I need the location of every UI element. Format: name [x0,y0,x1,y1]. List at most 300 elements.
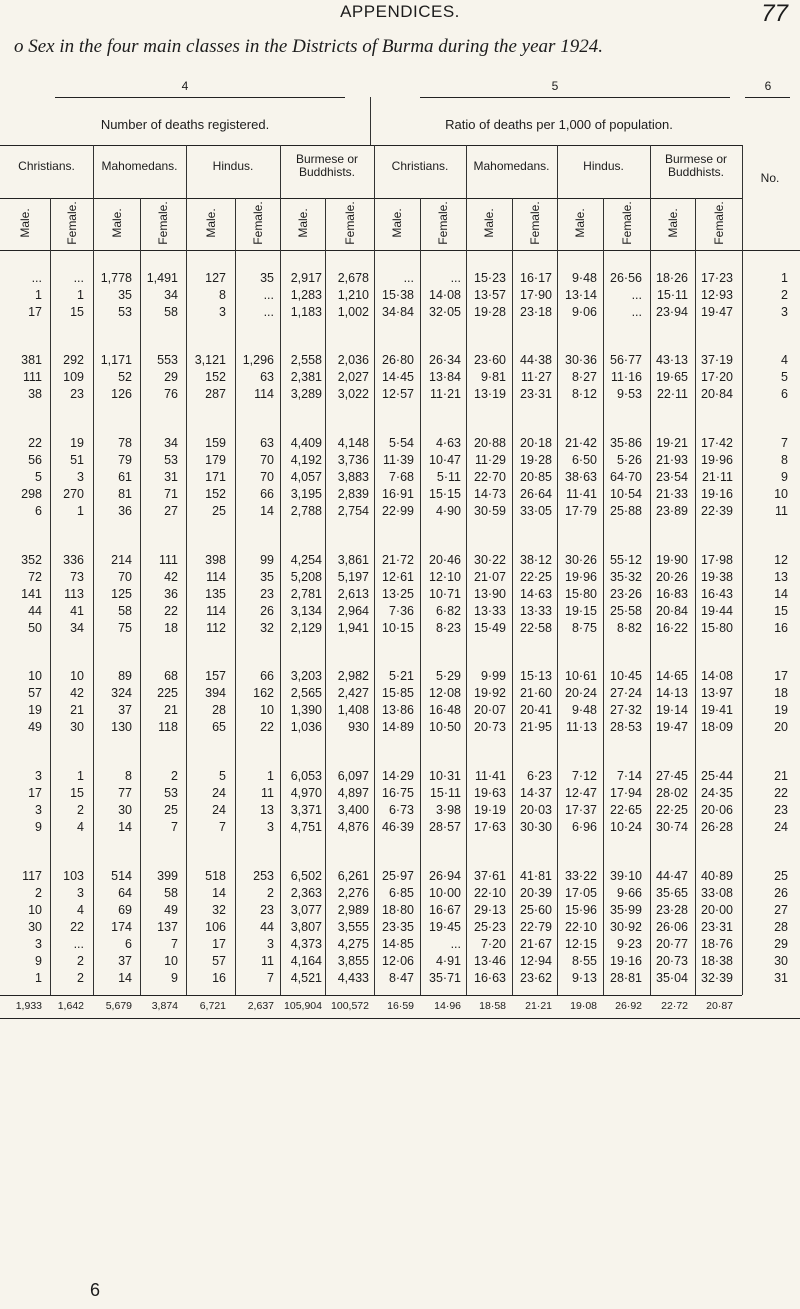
table-cell: 2,964 [337,604,369,618]
table-cell: 22 [70,920,84,934]
table-cell: 12·61 [382,570,414,584]
table-cell: 3,195 [290,487,322,501]
table-cell: 3 [35,803,42,817]
table-cell: 4,521 [290,971,322,985]
table-cell: 113 [64,587,84,601]
total-cell: 16·59 [387,1000,414,1012]
table-cell: 28·57 [429,820,461,834]
table-cell: 18·26 [656,271,688,285]
rule-vertical-class [742,145,743,995]
table-cell: 10 [70,669,84,683]
table-cell: 22·25 [656,803,688,817]
table-cell: 34 [164,288,178,302]
table-cell: 23·18 [520,305,552,319]
table-cell: 13 [260,803,274,817]
table-cell: 17·20 [701,370,733,384]
table-cell: 19·92 [474,686,506,700]
total-cell: 105,904 [284,1000,322,1012]
table-cell: 6 [125,937,132,951]
table-cell: 2,427 [337,686,369,700]
table-cell: 21·42 [565,436,597,450]
table-cell: 13·90 [474,587,506,601]
table-cell: 1 [267,769,274,783]
table-cell: 270 [63,487,84,501]
table-cell: 4,751 [290,820,322,834]
table-cell: 24 [212,803,226,817]
table-cell: 3,077 [290,903,322,917]
table-cell: 3,855 [337,954,369,968]
table-cell: 6·23 [526,769,552,783]
table-cell: 16·48 [429,703,461,717]
table-cell: 8·55 [571,954,597,968]
table-cell: 4,897 [337,786,369,800]
row-number: 2 [781,288,788,302]
table-cell: 16·22 [656,621,688,635]
table-cell: 2 [35,886,42,900]
table-cell: 20·46 [429,553,461,567]
table-cell: 9·48 [571,703,597,717]
table-cell: 5 [35,470,42,484]
table-cell: 514 [111,869,132,883]
table-cell: 20·24 [565,686,597,700]
table-cell: 30·22 [474,553,506,567]
table-cell: 10·71 [429,587,461,601]
table-cell: 2 [77,954,84,968]
total-cell: 1,933 [15,1000,42,1012]
table-cell: 157 [205,669,226,683]
total-cell: 3,874 [151,1000,178,1012]
table-cell: 106 [205,920,226,934]
total-cell: 19·08 [570,1000,597,1012]
column-number-6: 6 [764,79,772,93]
table-cell: 28·81 [610,971,642,985]
table-cell: 287 [205,387,226,401]
table-cell: 2 [77,803,84,817]
table-cell: 53 [164,786,178,800]
table-cell: 114 [206,604,226,618]
female-subheader-7: Female. [342,201,357,245]
row-number: 31 [774,971,788,985]
table-cell: 6,053 [290,769,322,783]
table-cell: 930 [348,720,369,734]
table-cell: 3 [267,820,274,834]
table-cell: 9 [35,954,42,968]
table-cell: 9·99 [480,669,506,683]
table-cell: 399 [157,869,178,883]
table-cell: 7 [171,937,178,951]
table-cell: 19·65 [656,370,688,384]
class-header-2: Hindus. [212,159,254,173]
table-cell: 63 [260,436,274,450]
table-cell: 10·54 [610,487,642,501]
table-cell: 89 [118,669,132,683]
table-cell: 19·96 [565,570,597,584]
table-cell: 15·96 [565,903,597,917]
table-cell: 20·03 [520,803,552,817]
table-cell: 11·39 [382,453,414,467]
table-cell: 15·49 [474,621,506,635]
table-cell: 58 [118,604,132,618]
table-cell: 3,861 [337,553,369,567]
table-cell: 20·84 [656,604,688,618]
table-cell: 49 [28,720,42,734]
male-subheader-6: Male. [295,208,310,238]
table-cell: 1 [77,288,84,302]
table-cell: 1,183 [290,305,322,319]
table-cell: 125 [111,587,132,601]
table-cell: 16·75 [382,786,414,800]
table-cell: 49 [164,903,178,917]
table-cell: 71 [164,487,178,501]
table-cell: 42 [70,686,84,700]
table-cell: 64 [118,886,132,900]
table-cell: ... [403,271,414,285]
female-subheader-9: Female. [436,201,450,245]
table-cell: 17 [28,786,42,800]
table-cell: 225 [157,686,178,700]
table-cell: 4,433 [337,971,369,985]
male-subheader-0: Male. [18,208,32,238]
table-cell: 19·47 [656,720,688,734]
table-cell: 10 [28,903,42,917]
row-number: 5 [781,370,788,384]
table-cell: 23·89 [656,504,688,518]
table-cell: 214 [111,553,132,567]
table-cell: 126 [111,387,132,401]
table-cell: 23·31 [701,920,733,934]
table-cell: 7·68 [388,470,414,484]
table-cell: 55·12 [610,553,642,567]
table-cell: 70 [260,470,274,484]
table-cell: 11 [261,786,274,800]
table-cell: 35·65 [656,886,688,900]
table-cell: 14·37 [520,786,552,800]
table-cell: 7 [267,971,274,985]
table-cell: 10·15 [382,621,414,635]
table-cell: 13·33 [474,604,506,618]
table-cell: 20·77 [656,937,688,951]
table-cell: 69 [118,903,132,917]
table-cell: 5 [219,769,226,783]
table-cell: 23·31 [520,387,552,401]
row-number: 22 [774,786,788,800]
table-cell: 9·13 [571,971,597,985]
table-cell: 28·02 [656,786,688,800]
table-cell: 10·47 [429,453,461,467]
table-cell: 43·13 [656,353,688,367]
table-cell: 4,192 [290,453,322,467]
table-cell: 2,982 [337,669,369,683]
table-cell: 23·62 [520,971,552,985]
table-cell: 14·08 [429,288,461,302]
rule-below-totals [0,1018,800,1019]
table-cell: 19 [70,436,84,450]
table-cell: 11·27 [520,370,552,384]
table-cell: 9·53 [616,387,642,401]
table-cell: 53 [164,453,178,467]
table-cell: 76 [164,387,178,401]
row-number: 23 [774,803,788,817]
table-cell: 3·98 [435,803,461,817]
table-cell: 22·10 [565,920,597,934]
table-cell: 13·84 [429,370,461,384]
table-cell: 4,148 [337,436,369,450]
female-subheader-13: Female. [619,201,634,245]
table-cell: 2,565 [290,686,322,700]
table-cell: 11·21 [429,387,461,401]
table-cell: 41 [70,604,84,618]
table-cell: 57 [28,686,42,700]
table-cell: 152 [205,370,226,384]
female-subheader-5: Female. [250,201,265,245]
table-cell: 135 [205,587,226,601]
row-number: 30 [774,954,788,968]
table-cell: 8·82 [616,621,642,635]
table-cell: 38·12 [520,553,552,567]
table-cell: 21·07 [474,570,506,584]
table-cell: 9 [35,820,42,834]
table-cell: 12·57 [382,387,414,401]
table-cell: 6,097 [337,769,369,783]
table-cell: 18·38 [701,954,733,968]
table-cell: 109 [63,370,84,384]
table-cell: 4·63 [435,436,461,450]
table-cell: 2,027 [337,370,369,384]
table-cell: 118 [158,720,178,734]
table-cell: 22·58 [520,621,552,635]
row-number: 24 [774,820,788,834]
table-cell: 9·66 [616,886,642,900]
table-cell: 25·44 [701,769,733,783]
table-cell: 3 [35,937,42,951]
table-cell: 26·80 [382,353,414,367]
table-cell: 19·44 [701,604,733,618]
table-cell: 21 [70,703,84,717]
table-cell: 292 [63,353,84,367]
column-number-4: 4 [181,79,189,93]
table-cell: 33·08 [701,886,733,900]
table-cell: 13·19 [474,387,506,401]
table-cell: 61 [118,470,132,484]
table-cell: 3 [219,305,226,319]
row-number: 1 [781,271,788,285]
table-cell: 22 [28,436,42,450]
table-cell: 5·29 [435,669,461,683]
total-cell: 22·72 [661,1000,688,1012]
table-cell: 35 [260,570,274,584]
table-cell: 26·28 [701,820,733,834]
table-cell: 518 [205,869,226,883]
table-cell: 14 [212,886,226,900]
table-cell: 7·12 [571,769,597,783]
table-cell: 75 [118,621,132,635]
table-cell: 44 [260,920,274,934]
table-cell: 30·92 [610,920,642,934]
table-cell: 18·80 [382,903,414,917]
table-cell: 35·71 [429,971,461,985]
table-cell: 15·80 [565,587,597,601]
row-number: 27 [774,903,788,917]
female-subheader-3: Female. [156,201,170,245]
table-cell: 15·11 [656,288,688,302]
row-number: 13 [774,570,788,584]
table-cell: 19·14 [656,703,688,717]
table-cell: ... [631,288,642,302]
total-cell: 2,637 [247,1000,274,1012]
table-cell: 20·18 [520,436,552,450]
table-cell: 15 [70,305,84,319]
table-cell: 11·41 [565,487,597,501]
rule-top-deaths [55,97,345,98]
table-cell: 20·73 [474,720,506,734]
table-cell: 336 [63,553,84,567]
table-cell: 12·94 [520,954,552,968]
table-cell: 28 [212,703,226,717]
table-cell: 38·63 [565,470,597,484]
table-cell: 50 [28,621,42,635]
table-cell: 2,989 [337,903,369,917]
table-cell: 112 [206,621,226,635]
table-cell: 20·88 [474,436,506,450]
table-cell: 20·84 [701,387,733,401]
table-cell: 10·50 [429,720,461,734]
table-cell: 16·43 [701,587,733,601]
table-cell: 117 [22,869,42,883]
table-cell: 137 [157,920,178,934]
table-cell: 5,197 [337,570,369,584]
table-cell: 34·84 [382,305,414,319]
table-cell: 21·95 [520,720,552,734]
table-cell: 10·45 [610,669,642,683]
table-cell: 8·12 [571,387,597,401]
table-cell: ... [263,305,274,319]
total-cell: 26·92 [615,1000,642,1012]
table-cell: 13·33 [520,604,552,618]
table-cell: 14·89 [382,720,414,734]
table-cell: 179 [205,453,226,467]
male-subheader-2: Male. [109,208,124,238]
table-cell: 46·39 [382,820,414,834]
table-cell: 21·93 [656,453,688,467]
class-header-3: Burmese or Buddhists. [295,152,359,179]
table-cell: 9·48 [571,271,597,285]
table-cell: 37 [118,954,132,968]
table-cell: 2,839 [337,487,369,501]
table-cell: 10·61 [565,669,597,683]
table-cell: 6,502 [290,869,322,883]
table-cell: 4,057 [290,470,322,484]
total-cell: 20·87 [706,1000,733,1012]
table-cell: 2,129 [290,621,322,635]
table-cell: 22·25 [520,570,552,584]
table-cell: 33·22 [565,869,597,883]
table-cell: 26·06 [656,920,688,934]
table-cell: 53 [118,305,132,319]
table-cell: 253 [253,869,274,883]
table-cell: 35·32 [610,570,642,584]
table-cell: 15·80 [701,621,733,635]
table-cell: 4 [77,820,84,834]
table-cell: 20·39 [520,886,552,900]
table-cell: 10·00 [429,886,461,900]
table-cell: 23 [260,587,274,601]
table-cell: 17·79 [565,504,597,518]
table-cell: 15·38 [382,288,414,302]
table-cell: 1,778 [100,271,132,285]
table-cell: 70 [118,570,132,584]
table-cell: 44·47 [656,869,688,883]
table-cell: 37·61 [474,869,506,883]
table-cell: 16·67 [429,903,461,917]
table-cell: ... [450,271,461,285]
table-cell: 56 [28,453,42,467]
table-cell: 17 [28,305,42,319]
table-cell: 171 [205,470,226,484]
table-cell: 17·90 [520,288,552,302]
table-cell: 35·99 [610,903,642,917]
table-cell: 23 [260,903,274,917]
table-cell: 16·17 [520,271,552,285]
table-cell: 162 [253,686,274,700]
table-cell: 37 [118,703,132,717]
table-cell: ... [631,305,642,319]
table-cell: 25·60 [520,903,552,917]
table-cell: 1 [77,769,84,783]
table-cell: 68 [164,669,178,683]
table-cell: 2,558 [290,353,322,367]
row-number: 12 [774,553,788,567]
table-cell: 22·11 [656,387,688,401]
class-header-6: Hindus. [583,159,624,173]
footer-number: 6 [90,1280,101,1300]
table-cell: 17·42 [701,436,733,450]
table-cell: 19·28 [520,453,552,467]
table-cell: 141 [21,587,42,601]
table-cell: 22·65 [610,803,642,817]
table-cell: 1,002 [337,305,369,319]
table-cell: 19·41 [701,703,733,717]
table-cell: 30·59 [474,504,506,518]
table-cell: ... [263,288,274,302]
table-cell: 29·13 [474,903,506,917]
table-cell: 19·63 [474,786,506,800]
table-cell: 19 [28,703,42,717]
table-cell: 9·06 [571,305,597,319]
table-cell: 56·77 [610,353,642,367]
page-header-title: APPENDICES. [340,2,460,21]
table-cell: 99 [260,553,274,567]
table-cell: 3,022 [337,387,369,401]
table-cell: 9·23 [616,937,642,951]
table-cell: 63 [260,370,274,384]
table-cell: 16·91 [382,487,414,501]
table-cell: 394 [205,686,226,700]
table-cell: 4 [77,903,84,917]
table-cell: 152 [205,487,226,501]
table-cell: 14·08 [701,669,733,683]
table-cell: 57 [212,954,226,968]
table-cell: 159 [205,436,226,450]
table-cell: 32 [260,621,274,635]
row-number: 25 [774,869,788,883]
table-cell: 4,409 [290,436,322,450]
table-cell: 26·34 [429,353,461,367]
table-cell: 2 [77,971,84,985]
table-cell: 19·15 [565,604,597,618]
table-cell: 2,036 [337,353,369,367]
table-cell: 66 [260,669,274,683]
table-cell: 13·97 [701,686,733,700]
